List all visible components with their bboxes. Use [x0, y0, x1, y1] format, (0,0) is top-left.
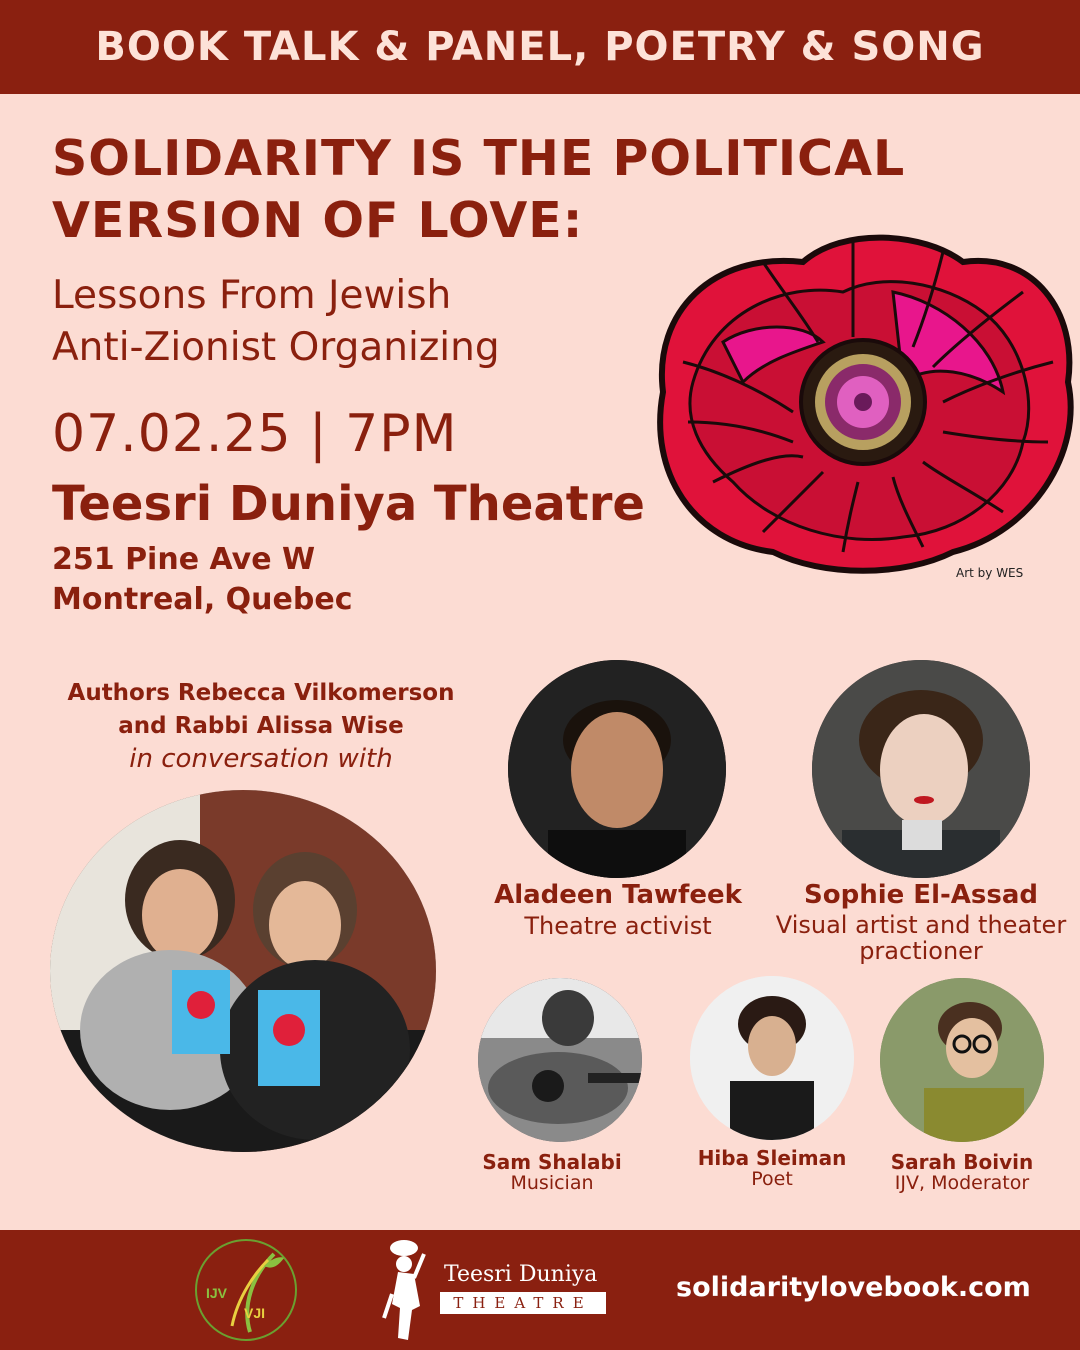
subtitle-line-2: Anti-Zionist Organizing [52, 325, 500, 370]
sam-role: Musician [510, 1172, 594, 1194]
sam-photo [478, 978, 642, 1142]
authors-line-3: in conversation with [129, 744, 393, 774]
authors-block [20, 677, 502, 776]
hiba-name: Hiba Sleiman [697, 1146, 847, 1170]
aladeen-photo [508, 660, 726, 878]
subtitle-line-1: Lessons From Jewish [52, 273, 452, 318]
sam-name: Sam Shalabi [482, 1150, 622, 1174]
ijv-top-text: IJV [206, 1285, 228, 1301]
address-line-2: Montreal, Quebec [52, 582, 353, 617]
title-line-2: VERSION OF LOVE: [52, 192, 584, 249]
sophie-role [762, 912, 1080, 964]
theatre-name: Teesri Duniya [444, 1262, 598, 1287]
sarah-name: Sarah Boivin [890, 1150, 1034, 1174]
sophie-name: Sophie El-Assad [804, 880, 1038, 910]
event-subtitle [52, 270, 652, 374]
event-datetime: 07.02.25 | 7PM [52, 404, 458, 464]
sophie-role-line-1: Visual artist and theater [775, 911, 1067, 939]
hiba-photo [690, 976, 854, 1140]
poppy-illustration [648, 232, 1078, 582]
aladeen-role: Theatre activist [524, 912, 712, 940]
event-venue: Teesri Duniya Theatre [52, 476, 645, 532]
title-line-1: SOLIDARITY IS THE POLITICAL [52, 130, 906, 187]
event-address [52, 540, 352, 620]
hiba-role: Poet [751, 1168, 793, 1190]
banner-text: BOOK TALK & PANEL, POETRY & SONG [95, 24, 985, 70]
ijv-bottom-text: VJI [244, 1305, 266, 1321]
theatre-sub: THEATRE [440, 1292, 606, 1314]
authors-photo [50, 790, 436, 1152]
address-line-1: 251 Pine Ave W [52, 542, 316, 577]
teesri-duniya-figure-icon [378, 1234, 608, 1346]
authors-line-1: Authors Rebecca Vilkomerson [67, 680, 455, 706]
website-link[interactable]: solidaritylovebook.com [676, 1272, 1031, 1303]
sophie-role-line-2: practioner [859, 937, 983, 965]
ijv-logo [192, 1236, 300, 1344]
sophie-photo [812, 660, 1030, 878]
authors-line-2: and Rabbi Alissa Wise [118, 713, 404, 739]
aladeen-name: Aladeen Tawfeek [494, 880, 742, 910]
sarah-role: IJV, Moderator [894, 1172, 1030, 1194]
top-banner [0, 0, 1080, 94]
sarah-photo [880, 978, 1044, 1142]
art-credit: Art by WES [956, 566, 1024, 580]
